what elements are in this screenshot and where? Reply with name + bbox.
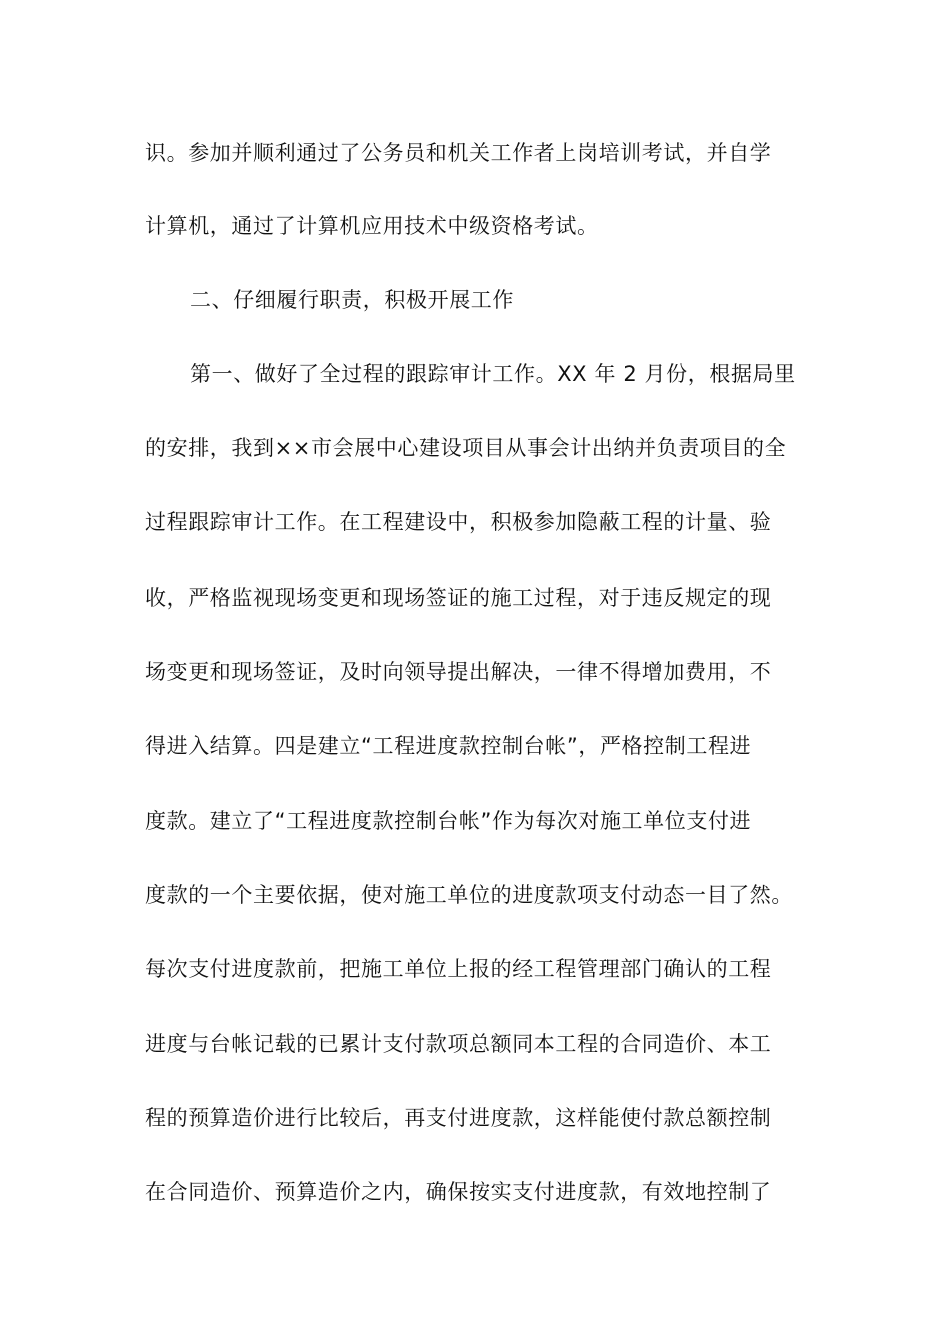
text-line-1: 识。参加并顺利通过了公务员和机关工作者上岗培训考试，并自学	[145, 141, 772, 165]
text-line-13: 进度与台帐记载的已累计支付款项总额同本工程的合同造价、本工	[145, 1032, 772, 1056]
text-line-15: 在合同造价、预算造价之内，确保按实支付进度款，有效地控制了	[145, 1180, 772, 1204]
section-heading: 二、仔细履行职责，积极开展工作	[190, 288, 514, 312]
text-line-8: 场变更和现场签证，及时向领导提出解决，一律不得增加费用，不	[145, 660, 772, 684]
text-line-11: 度款的一个主要依据，使对施工单位的进度款项支付动态一目了然。	[145, 883, 793, 907]
text-line-14: 程的预算造价进行比较后，再支付进度款，这样能使付款总额控制	[145, 1106, 772, 1130]
text-line-7: 收，严格监视现场变更和现场签证的施工过程，对于违反规定的现	[145, 586, 772, 610]
text-line-5: 的安排，我到××市会展中心建设项目从事会计出纳并负责项目的全	[145, 436, 787, 460]
text-line-6: 过程跟踪审计工作。在工程建设中，积极参加隐蔽工程的计量、验	[145, 510, 772, 534]
text-line-4: 第一、做好了全过程的跟踪审计工作。XX 年 2 月份，根据局里	[190, 362, 796, 386]
text-line-12: 每次支付进度款前，把施工单位上报的经工程管理部门确认的工程	[145, 957, 772, 981]
text-line-9: 得进入结算。四是建立“工程进度款控制台帐”，严格控制工程进	[145, 734, 752, 758]
text-line-2: 计算机，通过了计算机应用技术中级资格考试。	[145, 214, 599, 238]
text-line-10: 度款。建立了“工程进度款控制台帐”作为每次对施工单位支付进	[145, 809, 752, 833]
